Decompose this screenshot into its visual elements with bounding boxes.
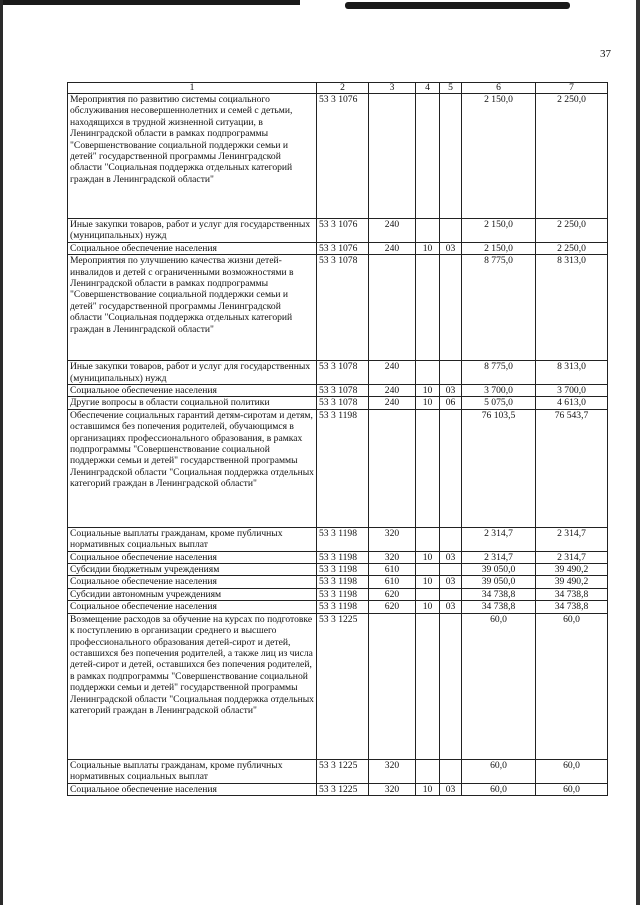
expense-type: 620 <box>369 588 416 600</box>
target-code: 53 3 1078 <box>317 361 369 385</box>
amount-col7: 2 250,0 <box>536 94 608 219</box>
amount-col6: 39 050,0 <box>462 564 536 576</box>
amount-col6: 2 150,0 <box>462 94 536 219</box>
expense-type: 320 <box>369 783 416 795</box>
target-code: 53 3 1076 <box>317 94 369 219</box>
amount-col7: 2 250,0 <box>536 242 608 254</box>
row-description: Мероприятия по развитию системы социального обслуживания несовершеннолетних и семей с детьми, находящихся в трудной жизненной ситуации, в Ленинградской области в рамках подпрограммы "Совершенствование социальной поддержки семьи и детей" государственной программы Ленинградской области "Социальная поддержка отдельных категорий граждан в Ленинградской области" <box>68 94 317 219</box>
target-code: 53 3 1198 <box>317 601 369 613</box>
subsection: 03 <box>440 576 462 588</box>
section: 10 <box>416 576 440 588</box>
expense-type: 240 <box>369 219 416 243</box>
scan-edge-left <box>0 0 3 905</box>
expense-type: 320 <box>369 527 416 551</box>
target-code: 53 3 1198 <box>317 551 369 563</box>
amount-col6: 2 150,0 <box>462 219 536 243</box>
amount-col7: 60,0 <box>536 783 608 795</box>
section <box>416 94 440 219</box>
amount-col6: 34 738,8 <box>462 588 536 600</box>
row-description: Иные закупки товаров, работ и услуг для государственных (муниципальных) нужд <box>68 219 317 243</box>
row-description: Обеспечение социальных гарантий детям-сиротам и детям, оставшимся без попечения родителей, обучающимся в организациях профессионального образования, в рамках подпрограммы "Совершенствование социальной поддержки семьи и детей" государственной программы Ленинградской области "Социальная поддержка отдельных категорий граждан в Ленинградской области" <box>68 409 317 527</box>
expense-type: 610 <box>369 564 416 576</box>
target-code: 53 3 1198 <box>317 564 369 576</box>
target-code: 53 3 1225 <box>317 783 369 795</box>
amount-col7: 39 490,2 <box>536 576 608 588</box>
target-code: 53 3 1198 <box>317 409 369 527</box>
amount-col6: 2 150,0 <box>462 242 536 254</box>
row-description: Социальное обеспечение населения <box>68 385 317 397</box>
expense-type <box>369 613 416 759</box>
row-description: Возмещение расходов за обучение на курсах по подготовке к поступлению в организации среднего и высшего профессионального образования детей-сирот и детей, оставшихся без попечения родителей, а также лиц из числа детей-сирот и детей, оставшихся без попечения родителей, в рамках подпрограммы "Совершенствование социальной поддержки семьи и детей" государственной программы Ленинградской области "Социальная поддержка отдельных категорий граждан в Ленинградской области" <box>68 613 317 759</box>
subsection <box>440 255 462 361</box>
row-description: Иные закупки товаров, работ и услуг для государственных (муниципальных) нужд <box>68 361 317 385</box>
target-code: 53 3 1078 <box>317 385 369 397</box>
subsection: 03 <box>440 783 462 795</box>
amount-col7: 60,0 <box>536 613 608 759</box>
amount-col6: 76 103,5 <box>462 409 536 527</box>
header-cell: 5 <box>440 83 462 94</box>
subsection <box>440 94 462 219</box>
table-row <box>68 385 608 397</box>
section <box>416 759 440 783</box>
expense-type: 320 <box>369 759 416 783</box>
subsection <box>440 409 462 527</box>
subsection <box>440 759 462 783</box>
target-code: 53 3 1076 <box>317 219 369 243</box>
row-description: Социальное обеспечение населения <box>68 783 317 795</box>
amount-col7: 39 490,2 <box>536 564 608 576</box>
amount-col6: 34 738,8 <box>462 601 536 613</box>
expense-type: 620 <box>369 601 416 613</box>
section: 10 <box>416 397 440 409</box>
row-description: Мероприятия по улучшению качества жизни детей-инвалидов и детей с ограниченными возможностями в Ленинградской области в рамках подпрограммы "Совершенствование социальной поддержки семьи и детей" государственной программы Ленинградской области "Социальная поддержка отдельных категорий граждан в Ленинградской области" <box>68 255 317 361</box>
scan-artifact-top-left <box>0 0 300 5</box>
subsection <box>440 613 462 759</box>
table-row <box>68 527 608 551</box>
table-row <box>68 588 608 600</box>
amount-col7: 3 700,0 <box>536 385 608 397</box>
subsection: 06 <box>440 397 462 409</box>
table-row <box>68 564 608 576</box>
table-row <box>68 242 608 254</box>
section <box>416 361 440 385</box>
expense-type <box>369 94 416 219</box>
row-description: Социальные выплаты гражданам, кроме публичных нормативных социальных выплат <box>68 759 317 783</box>
budget-table <box>67 82 608 796</box>
subsection <box>440 219 462 243</box>
amount-col6: 2 314,7 <box>462 527 536 551</box>
target-code: 53 3 1198 <box>317 527 369 551</box>
table-row <box>68 255 608 361</box>
subsection <box>440 564 462 576</box>
row-description: Другие вопросы в области социальной политики <box>68 397 317 409</box>
amount-col6: 60,0 <box>462 783 536 795</box>
amount-col6: 60,0 <box>462 759 536 783</box>
section <box>416 527 440 551</box>
table-header-row <box>68 83 608 94</box>
section <box>416 409 440 527</box>
amount-col7: 2 314,7 <box>536 551 608 563</box>
page-number: 37 <box>600 48 611 60</box>
target-code: 53 3 1076 <box>317 242 369 254</box>
row-description: Социальное обеспечение населения <box>68 601 317 613</box>
row-description: Социальные выплаты гражданам, кроме публичных нормативных социальных выплат <box>68 527 317 551</box>
section: 10 <box>416 601 440 613</box>
table-row <box>68 576 608 588</box>
header-cell: 6 <box>462 83 536 94</box>
target-code: 53 3 1225 <box>317 759 369 783</box>
row-description: Субсидии автономным учреждениям <box>68 588 317 600</box>
table-row <box>68 783 608 795</box>
section: 10 <box>416 385 440 397</box>
subsection <box>440 361 462 385</box>
expense-type: 240 <box>369 361 416 385</box>
target-code: 53 3 1198 <box>317 576 369 588</box>
subsection <box>440 527 462 551</box>
table-row <box>68 219 608 243</box>
amount-col7: 34 738,8 <box>536 601 608 613</box>
section: 10 <box>416 551 440 563</box>
table-row <box>68 409 608 527</box>
expense-type: 240 <box>369 242 416 254</box>
table-row <box>68 94 608 219</box>
section: 10 <box>416 783 440 795</box>
expense-type: 240 <box>369 397 416 409</box>
header-cell: 7 <box>536 83 608 94</box>
expense-type: 610 <box>369 576 416 588</box>
target-code: 53 3 1198 <box>317 588 369 600</box>
amount-col7: 34 738,8 <box>536 588 608 600</box>
target-code: 53 3 1078 <box>317 397 369 409</box>
amount-col7: 8 313,0 <box>536 361 608 385</box>
amount-col6: 8 775,0 <box>462 361 536 385</box>
table-row <box>68 759 608 783</box>
amount-col7: 2 314,7 <box>536 527 608 551</box>
section: 10 <box>416 242 440 254</box>
subsection: 03 <box>440 551 462 563</box>
table-row <box>68 613 608 759</box>
table-row <box>68 361 608 385</box>
amount-col6: 3 700,0 <box>462 385 536 397</box>
subsection: 03 <box>440 601 462 613</box>
expense-type <box>369 409 416 527</box>
subsection: 03 <box>440 385 462 397</box>
amount-col7: 60,0 <box>536 759 608 783</box>
table-row <box>68 397 608 409</box>
amount-col6: 39 050,0 <box>462 576 536 588</box>
amount-col6: 5 075,0 <box>462 397 536 409</box>
expense-type: 320 <box>369 551 416 563</box>
section <box>416 564 440 576</box>
row-description: Субсидии бюджетным учреждениям <box>68 564 317 576</box>
row-description: Социальное обеспечение населения <box>68 242 317 254</box>
row-description: Социальное обеспечение населения <box>68 576 317 588</box>
table-row <box>68 551 608 563</box>
row-description: Социальное обеспечение населения <box>68 551 317 563</box>
table-row <box>68 601 608 613</box>
amount-col7: 2 250,0 <box>536 219 608 243</box>
subsection <box>440 588 462 600</box>
expense-type <box>369 255 416 361</box>
header-cell: 4 <box>416 83 440 94</box>
scan-edge-right <box>636 0 640 905</box>
target-code: 53 3 1225 <box>317 613 369 759</box>
header-cell: 3 <box>369 83 416 94</box>
header-cell: 1 <box>68 83 317 94</box>
subsection: 03 <box>440 242 462 254</box>
section <box>416 613 440 759</box>
amount-col7: 8 313,0 <box>536 255 608 361</box>
section <box>416 219 440 243</box>
amount-col6: 8 775,0 <box>462 255 536 361</box>
section <box>416 255 440 361</box>
section <box>416 588 440 600</box>
amount-col6: 2 314,7 <box>462 551 536 563</box>
amount-col6: 60,0 <box>462 613 536 759</box>
amount-col7: 4 613,0 <box>536 397 608 409</box>
expense-type: 240 <box>369 385 416 397</box>
table-body <box>68 83 608 796</box>
header-cell: 2 <box>317 83 369 94</box>
amount-col7: 76 543,7 <box>536 409 608 527</box>
scan-artifact-top-right <box>345 2 570 9</box>
target-code: 53 3 1078 <box>317 255 369 361</box>
